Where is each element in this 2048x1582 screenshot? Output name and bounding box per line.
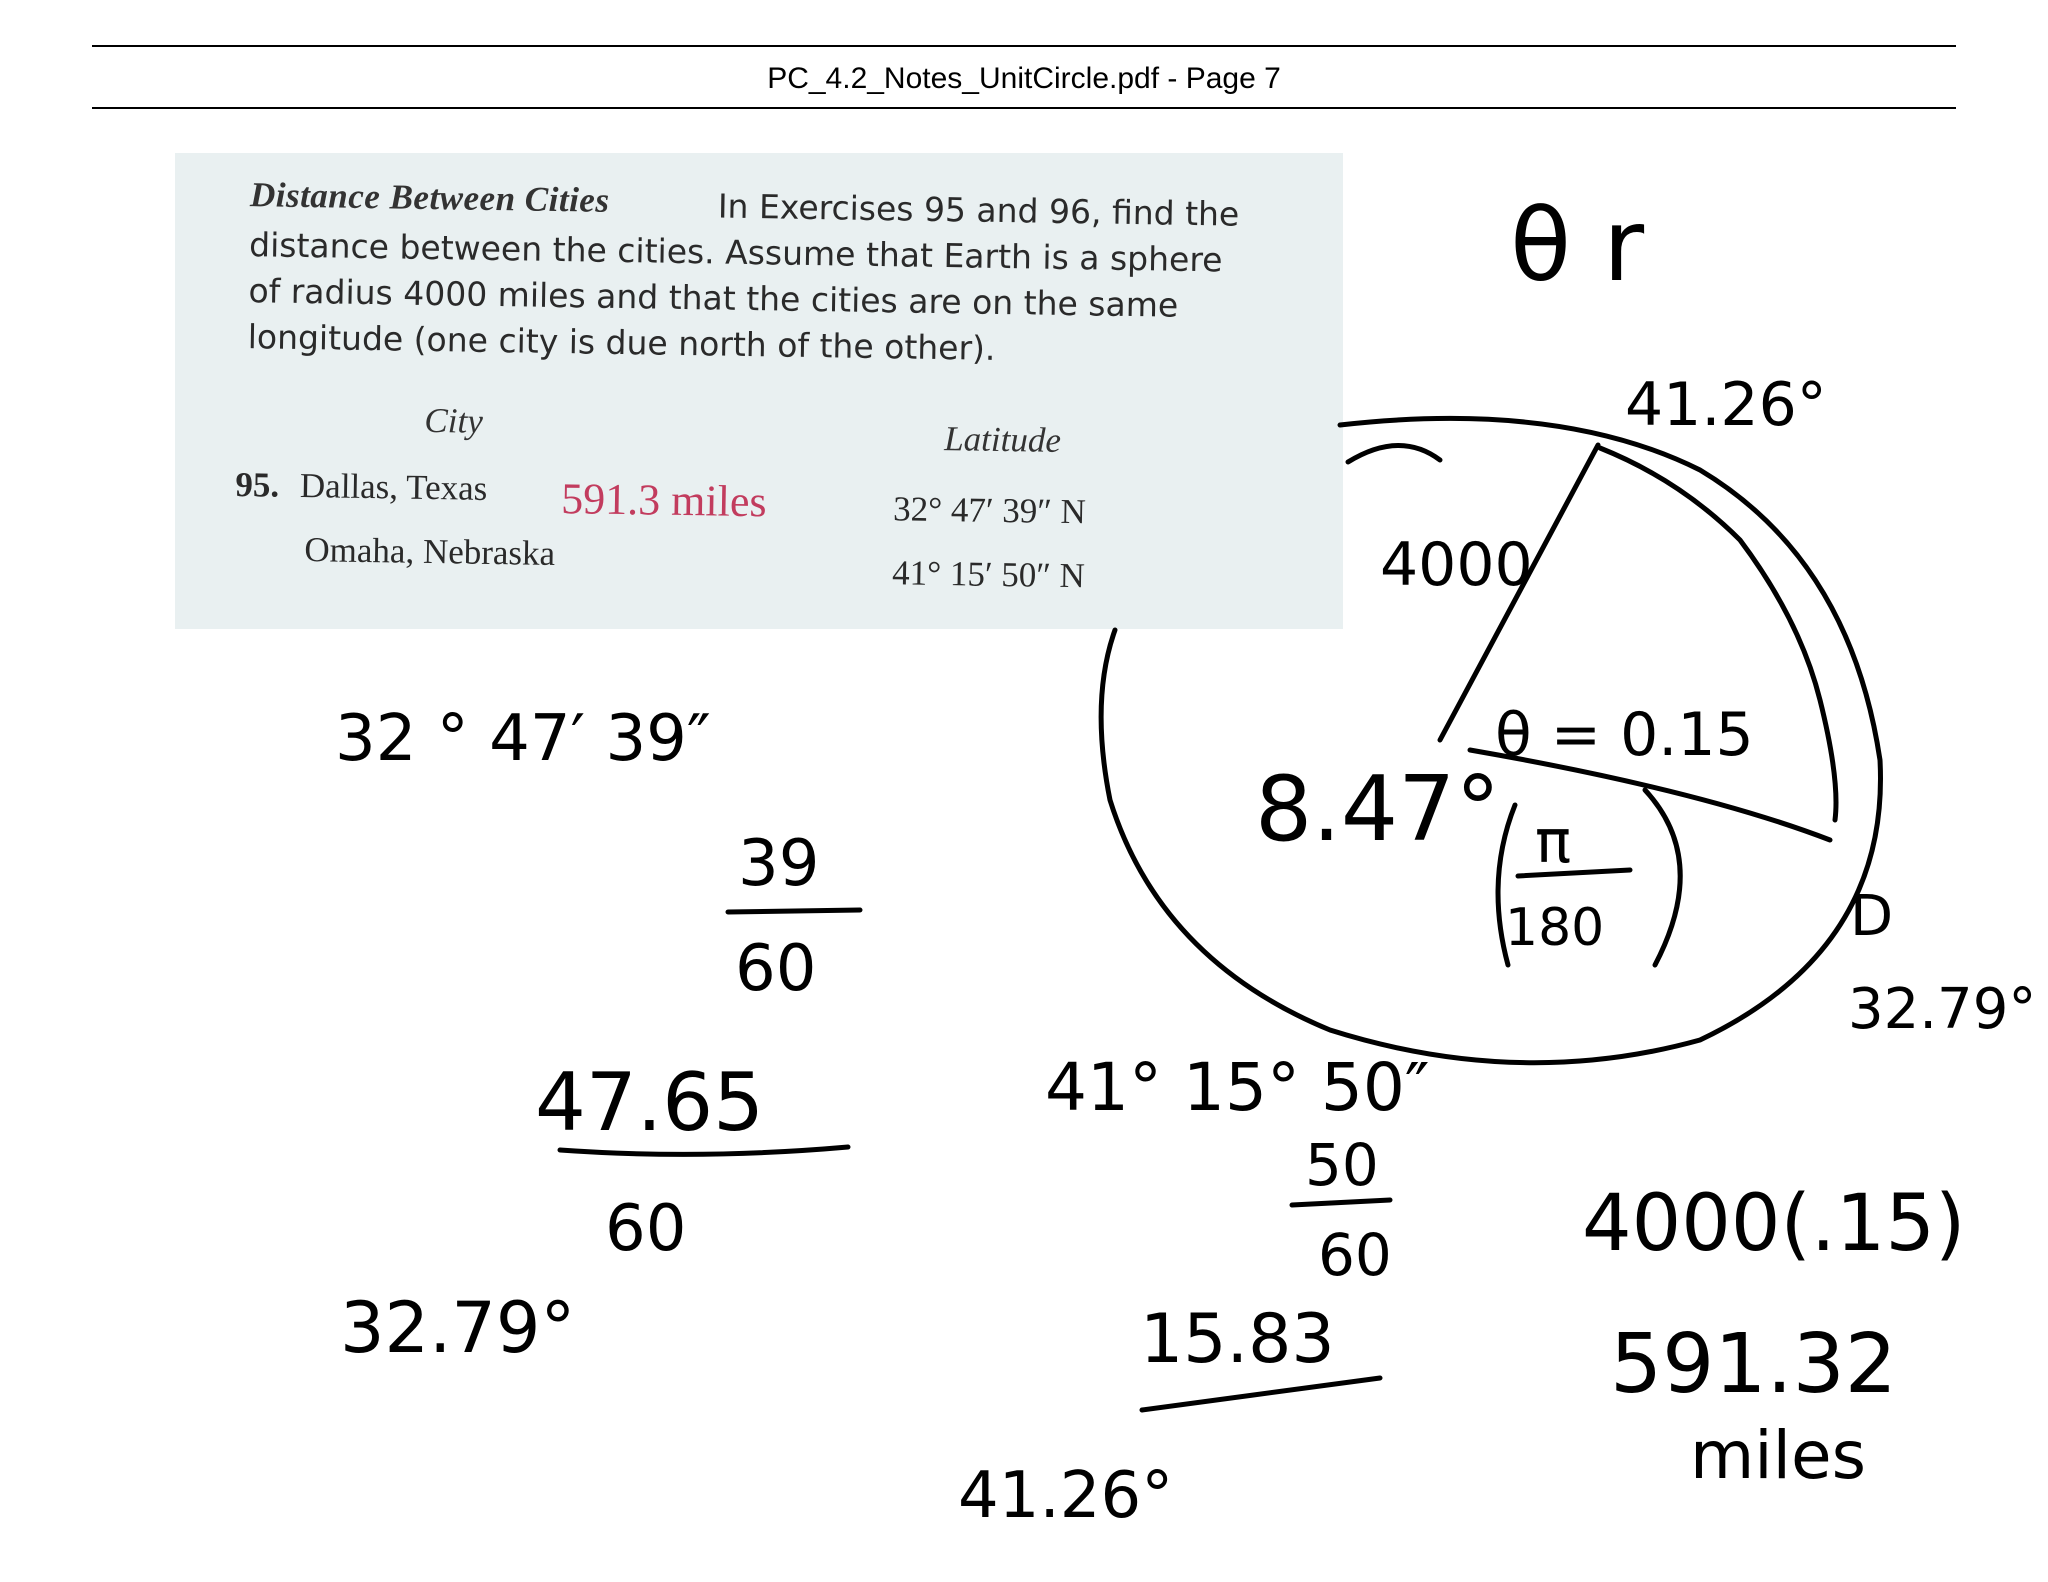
dallas-dms: 32 ° 47′ 39″ [335, 702, 711, 776]
omaha-dms: 41° 15° 50″ [1045, 1049, 1430, 1126]
column-header-latitude: Latitude [943, 419, 1062, 460]
fraction-numerator: 15.83 [1140, 1300, 1335, 1379]
fraction-bar [1142, 1378, 1380, 1410]
earth-circle [1101, 418, 1880, 1062]
exercise-number: 95. [235, 464, 280, 505]
theta-r-label: θ r [1510, 187, 1645, 304]
excerpt-line: distance between the cities. Assume that Earth is a sphere [248, 225, 1223, 280]
excerpt-line: of radius 4000 miles and that the cities are on the same [248, 271, 1179, 325]
bottom-point-value: 32.79° [1848, 977, 2037, 1042]
handwritten-answer: 591.3 miles [560, 474, 767, 527]
column-header-city: City [424, 400, 484, 441]
omaha-decimal: 41.26° [958, 1459, 1174, 1533]
fraction-numerator: 47.65 [535, 1056, 765, 1149]
fraction-denominator: 60 [605, 1192, 687, 1266]
theta-equation: θ = 0.15 [1495, 700, 1754, 770]
fraction-bar [1292, 1200, 1390, 1205]
city-name: Omaha, Nebraska [304, 530, 556, 573]
dallas-decimal: 32.79° [340, 1287, 576, 1369]
pi-denominator: 180 [1505, 898, 1605, 958]
pi-numerator: π [1535, 807, 1572, 877]
excerpt-heading: Distance Between Cities [249, 175, 610, 220]
angle-degrees: 8.47° [1255, 757, 1501, 862]
result-unit: miles [1690, 1417, 1866, 1494]
city-name: Dallas, Texas [299, 465, 488, 508]
fraction-numerator: 50 [1305, 1131, 1379, 1199]
fraction-denominator: 60 [1318, 1221, 1392, 1289]
paren-right [1645, 790, 1680, 965]
latitude-value: 32° 47′ 39″ N [892, 489, 1087, 532]
top-point-label: 41.26° [1625, 370, 1827, 440]
result-value: 591.32 [1610, 1317, 1897, 1412]
page-title: PC_4.2_Notes_UnitCircle.pdf - Page 7 [767, 62, 1281, 95]
fraction-denominator: 60 [735, 932, 817, 1006]
arc-length-calc: 4000(.15) [1582, 1179, 1966, 1269]
radius-label: 4000 [1380, 530, 1533, 600]
latitude-value: 41° 15′ 50″ N [891, 553, 1086, 596]
fraction-numerator: 39 [738, 827, 820, 901]
bottom-point-letter: D [1850, 884, 1894, 949]
excerpt-line: longitude (one city is due north of the other). [247, 317, 996, 368]
excerpt-line: In Exercises 95 and 96, find the [717, 186, 1240, 234]
fraction-bar [728, 910, 860, 912]
